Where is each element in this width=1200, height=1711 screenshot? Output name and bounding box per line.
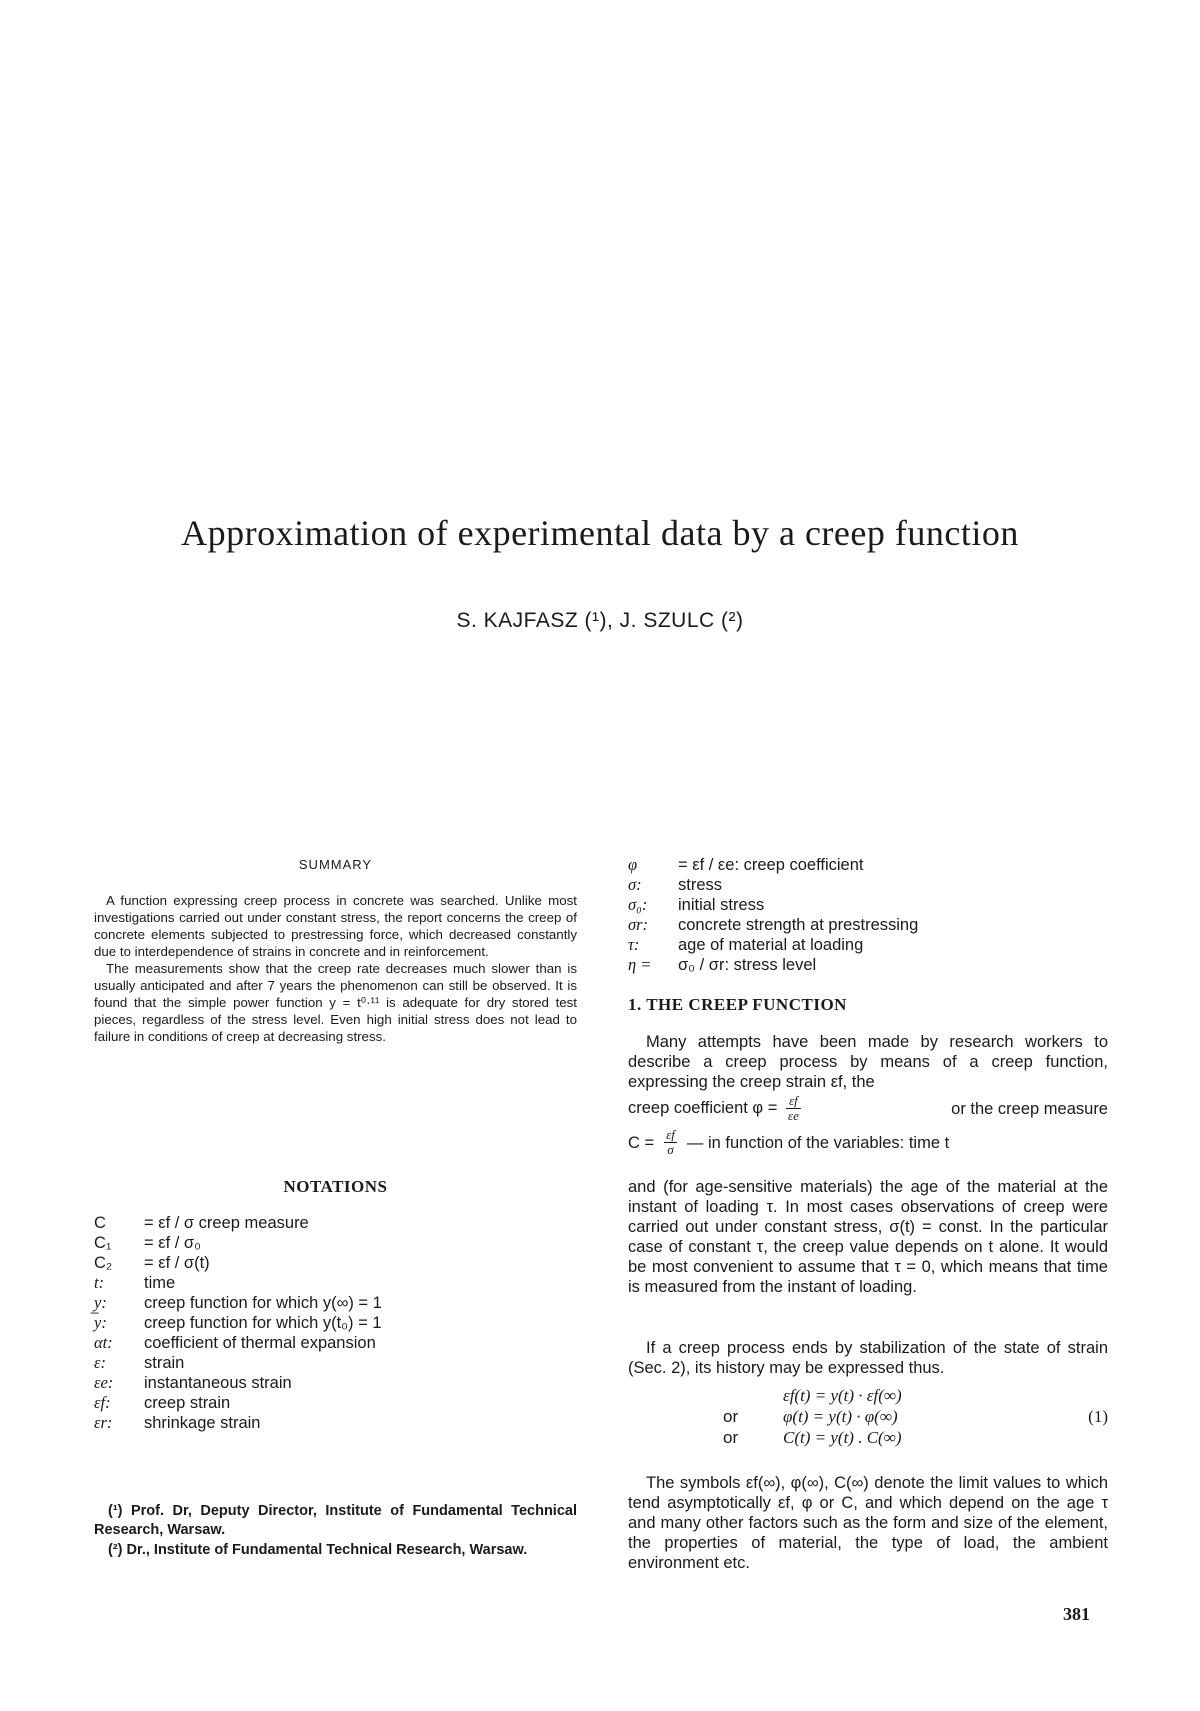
notation-row bbox=[94, 1293, 577, 1313]
notation-symbol: C₁ bbox=[94, 1234, 112, 1252]
notation-definition: strain bbox=[144, 1354, 185, 1372]
notations-heading: NOTATIONS bbox=[283, 1177, 388, 1196]
notation-row bbox=[94, 1413, 577, 1433]
equation-expression: εf(t) = y(t) · εf(∞) bbox=[783, 1386, 902, 1405]
notation-row bbox=[628, 875, 1108, 895]
inline-text-pre: creep coefficient φ = bbox=[628, 1098, 778, 1117]
notation-symbol: σ₀: bbox=[628, 895, 648, 914]
creep-measure-line bbox=[628, 1128, 1108, 1157]
equation-row bbox=[628, 1385, 1108, 1406]
equation-or: or bbox=[723, 1428, 739, 1447]
notation-symbol: σ: bbox=[628, 875, 642, 894]
notation-definition: age of material at loading bbox=[678, 936, 864, 954]
inline-text-pre: C = bbox=[628, 1133, 655, 1152]
notation-row bbox=[94, 1233, 577, 1253]
notation-definition: time bbox=[144, 1274, 176, 1292]
notation-definition: instantaneous strain bbox=[144, 1374, 292, 1392]
paragraph-text: The symbols εf(∞), φ(∞), C(∞) denote the limit values to which tend asymptotically εf, φ or C, and which depend on the age τ and many other factors such as the form and size of the element, the properties of material, the type of load, the ambient environment etc. bbox=[628, 1474, 1108, 1572]
notation-row bbox=[94, 1213, 577, 1233]
notation-symbol: σr: bbox=[628, 915, 649, 934]
notations-list bbox=[94, 1213, 577, 1433]
equation-expression: φ(t) = y(t) · φ(∞) bbox=[783, 1407, 898, 1426]
notation-symbol: C₂ bbox=[94, 1254, 113, 1272]
summary-paragraph: A function expressing creep process in concrete was searched. Unlike most investigations carried out under constant stress, the report concerns the creep of concrete elements subjected to prestressing force, which decreased constantly due to interdependence of strains in concrete and in reinforcement. bbox=[94, 893, 577, 959]
notation-symbol: εe: bbox=[94, 1373, 114, 1392]
footnotes bbox=[94, 1502, 577, 1561]
equation-expression: C(t) = y(t) . C(∞) bbox=[783, 1428, 902, 1447]
notation-row bbox=[94, 1373, 577, 1393]
equation-row bbox=[628, 1406, 1108, 1427]
summary-heading: SUMMARY bbox=[298, 857, 373, 872]
notation-symbol: η = bbox=[628, 955, 652, 974]
notation-row bbox=[94, 1393, 577, 1413]
notation-definition: = εf / σ₀ bbox=[144, 1234, 201, 1252]
notation-row bbox=[628, 915, 1108, 935]
notation-row bbox=[94, 1313, 577, 1333]
footnote: (²) Dr., Institute of Fundamental Technical Research, Warsaw. bbox=[108, 1542, 528, 1558]
notation-row bbox=[94, 1333, 577, 1353]
summary-body bbox=[94, 892, 577, 1045]
paragraph-text: and (for age-sensitive materials) the age of the material at the instant of loading τ. In most cases observations of creep were carried out under constant stress, σ(t) = const. In the particular case of constant τ, the creep value depends on t alone. It would be most convenient to assume that τ = 0, which means that time is measured from the instant of loading. bbox=[628, 1178, 1108, 1296]
notation-definition: creep function for which y(∞) = 1 bbox=[144, 1294, 382, 1312]
notation-definition: shrinkage strain bbox=[144, 1414, 261, 1432]
notations-list-continued bbox=[628, 855, 1108, 975]
notation-symbol: τ: bbox=[628, 935, 640, 954]
summary-paragraph: The measurements show that the creep rate decreases much slower than is usually anticipated and after 7 years the phenomenon can still be observed. It is found that the simple power function y = t⁰·¹¹ is adequate for dry stored test pieces, regardless of the stress level. Even high initial stress does not lead to failure in conditions of creep at decreasing stress. bbox=[94, 961, 577, 1044]
paragraph-text: Many attempts have been made by research workers to describe a creep process by means of a creep function, expressing the creep strain εf, the bbox=[628, 1033, 1108, 1091]
notation-symbol: φ bbox=[628, 855, 638, 874]
inline-text-post: or the creep measure bbox=[951, 1099, 1108, 1118]
notation-row bbox=[94, 1353, 577, 1373]
notation-symbol: αt: bbox=[94, 1333, 113, 1352]
notation-row bbox=[628, 855, 1108, 875]
notation-symbol: y: bbox=[94, 1313, 107, 1332]
equation-number: (1) bbox=[1088, 1407, 1108, 1426]
notation-row bbox=[94, 1273, 577, 1293]
section-paragraph-1b bbox=[628, 1177, 1108, 1297]
paper-title: Approximation of experimental data by a creep function bbox=[181, 513, 1019, 553]
notation-definition: initial stress bbox=[678, 896, 765, 914]
notation-definition: creep function for which y(t₀) = 1 bbox=[144, 1314, 382, 1332]
notation-symbol: t: bbox=[94, 1273, 105, 1292]
notation-definition: = εf / σ creep measure bbox=[144, 1214, 309, 1232]
section-paragraph-3 bbox=[628, 1473, 1108, 1573]
notation-definition: = εf / εe: creep coefficient bbox=[678, 856, 864, 874]
equation-row bbox=[628, 1427, 1108, 1448]
notation-definition: concrete strength at prestressing bbox=[678, 916, 919, 934]
section-heading: 1. THE CREEP FUNCTION bbox=[628, 995, 847, 1014]
notation-symbol: ε: bbox=[94, 1353, 106, 1372]
fraction-numerator: εf bbox=[786, 1094, 801, 1109]
notation-definition: coefficient of thermal expansion bbox=[144, 1334, 376, 1352]
notation-row bbox=[94, 1253, 577, 1273]
notation-definition: = εf / σ(t) bbox=[144, 1254, 210, 1272]
equation-block bbox=[628, 1385, 1108, 1448]
notation-symbol: C bbox=[94, 1214, 106, 1232]
notation-row bbox=[628, 955, 1108, 975]
notation-symbol: εr: bbox=[94, 1413, 113, 1432]
authors: S. KAJFASZ (¹), J. SZULC (²) bbox=[456, 609, 744, 632]
notation-definition: stress bbox=[678, 876, 723, 894]
paragraph-text: If a creep process ends by stabilization of the state of strain (Sec. 2), its history may be expressed thus. bbox=[628, 1339, 1108, 1377]
equation-or: or bbox=[723, 1407, 739, 1426]
fraction-denominator: σ bbox=[667, 1142, 674, 1157]
notation-symbol: εf: bbox=[94, 1393, 111, 1412]
page-number: 381 bbox=[1063, 1604, 1090, 1624]
section-paragraph-1a bbox=[628, 1032, 1108, 1092]
creep-coefficient-line bbox=[628, 1094, 1108, 1123]
fraction bbox=[786, 1094, 801, 1123]
notation-definition: creep strain bbox=[144, 1394, 231, 1412]
notation-symbol: y̲: bbox=[94, 1293, 107, 1312]
notation-row bbox=[628, 895, 1108, 915]
fraction bbox=[664, 1128, 677, 1157]
notation-definition: σ₀ / σr: stress level bbox=[678, 956, 817, 974]
notation-row bbox=[628, 935, 1108, 955]
footnote: (¹) Prof. Dr, Deputy Director, Institute of Fundamental Technical Research, Warsaw. bbox=[94, 1503, 577, 1538]
fraction-numerator: εf bbox=[666, 1127, 675, 1142]
fraction-denominator: εe bbox=[787, 1108, 799, 1123]
section-paragraph-2 bbox=[628, 1338, 1108, 1378]
inline-text bbox=[628, 1094, 805, 1123]
inline-text-post: — in function of the variables: time t bbox=[686, 1133, 950, 1152]
